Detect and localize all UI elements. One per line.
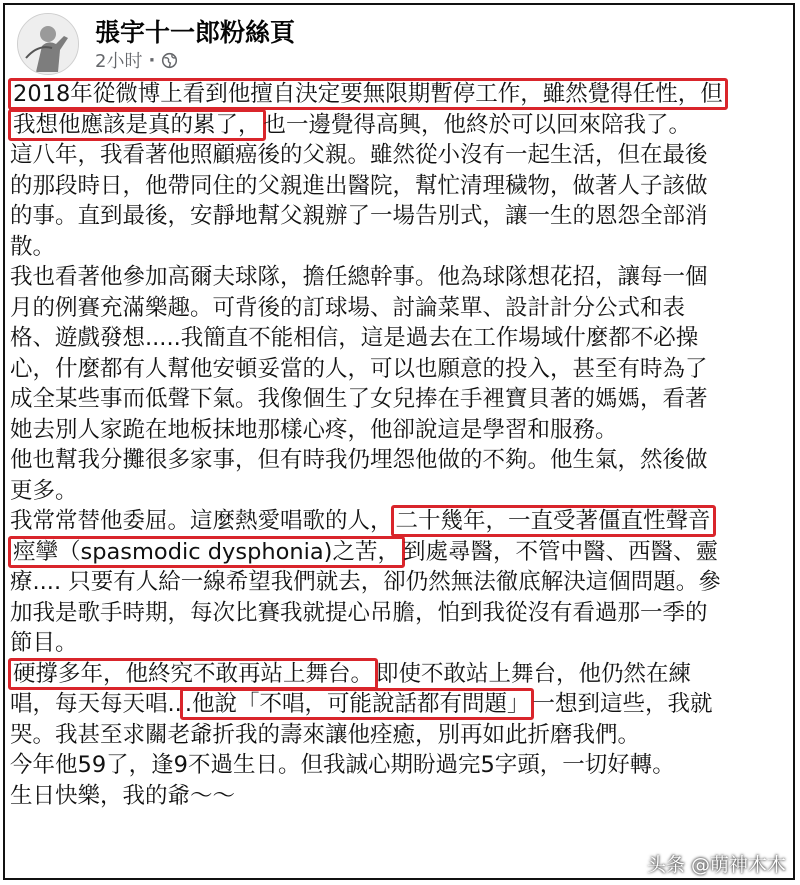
post-line [10, 110, 790, 141]
post-text: 成全某些事而低聲下氣。我像個生了女兒捧在手裡寶貝著的媽媽，看著 [10, 386, 708, 412]
post-line [10, 354, 790, 385]
post-line [10, 171, 790, 202]
post-line [10, 659, 790, 690]
post-text: 格、遊戲發想.....我簡直不能相信，這是過去在工作場域什麼都不必操 [10, 325, 699, 351]
separator-dot: · [148, 49, 156, 71]
post-text: 也一邊覺得高興，他終於可以回來陪我了。 [263, 111, 692, 138]
post-line [10, 140, 790, 171]
post-text: 唱，每天每天唱.. [10, 691, 182, 717]
post-text: 生日快樂，我的爺～～ [10, 782, 236, 809]
post-line [10, 750, 790, 781]
post-line [10, 781, 790, 812]
highlighted-text: 2018年從微博上看到他擅自決定要無限期暫停工作，雖然覺得任性，但 [8, 78, 728, 110]
globe-icon [161, 52, 178, 69]
post-text: 我也看著他參加高爾夫球隊，擔任總幹事。他為球隊想花招，讓每一個 [10, 264, 708, 290]
post-text: 到處尋醫，不管中醫、西醫、靈 [402, 538, 718, 565]
post-text: 的那段時日，他帶同住的父親進出醫院，幫忙清理穢物，做著人子該做 [10, 172, 708, 199]
post-text: 散。 [10, 233, 56, 260]
post-line [10, 384, 790, 415]
post-text: 更多。 [10, 477, 78, 504]
post-line [10, 598, 790, 629]
post-text: 我常常替他委屈。這麼熱愛唱歌的人， [10, 508, 393, 534]
post-text: 哭。我甚至求關老爺折我的壽來讓他痊癒，別再如此折磨我們。 [10, 721, 641, 748]
post-line [10, 445, 790, 476]
avatar-image [18, 14, 79, 75]
highlighted-text: 我想他應該是真的累了， [8, 109, 266, 141]
post-line [10, 567, 790, 598]
post-line [10, 689, 790, 720]
post-line [10, 323, 790, 354]
post-meta [95, 47, 178, 73]
post-text: 今年他59了，逢9不過生日。但我誠心期盼過完5字頭，一切好轉。 [10, 752, 675, 778]
post-text: 他也幫我分攤很多家事，但有時我仍埋怨他做的不夠。他生氣，然後做 [10, 447, 708, 473]
post-text: 她去別人家跪在地板抹地那樣心疼，他卻說這是學習和服務。 [10, 416, 618, 443]
highlighted-text: 二十幾年，一直受著僵直性聲音 [391, 505, 716, 537]
highlighted-text: .他說「不唱，可能說話都有問題」 [180, 688, 535, 720]
post-line [10, 476, 790, 507]
avatar[interactable] [17, 13, 79, 75]
post-line [10, 79, 790, 110]
post-line [10, 506, 790, 537]
page-name[interactable]: 張宇十一郎粉絲頁 [95, 18, 296, 47]
post-text: 節目。 [10, 630, 78, 656]
post-text: 心，什麼都有人幫他安頓妥當的人，可以也願意的投入，甚至有時為了 [10, 355, 708, 382]
post-line [10, 262, 790, 293]
post-line [10, 232, 790, 263]
post-text: 加我是歌手時期，每次比賽我就提心吊膽，怕到我從沒有看過那一季的 [10, 599, 708, 626]
post-text: 即使不敢站上舞台，他仍然在練 [376, 660, 692, 687]
post-body [10, 79, 790, 811]
post-text: 一想到這些，我就 [532, 691, 713, 717]
post-text: 的事。直到最後，安靜地幫父親辦了一場告別式，讓一生的恩怨全部消 [10, 203, 708, 229]
watermark: 头条 @萌神木木 [646, 854, 786, 876]
post-line [10, 628, 790, 659]
post-text: 療.... 只要有人給一線希望我們就去，卻仍然無法徹底解決這個問題。參 [10, 569, 721, 595]
post-text: 月的例賽充滿樂趣。可背後的訂球場、討論菜單、設計計分公式和表 [10, 294, 686, 321]
post-line [10, 537, 790, 568]
highlighted-text: 硬撐多年，他終究不敢再站上舞台。 [8, 658, 378, 690]
highlighted-text: 痙攣（spasmodic dysphonia)之苦， [8, 536, 405, 568]
post-line [10, 201, 790, 232]
post-line [10, 293, 790, 324]
post-line [10, 720, 790, 751]
post-time[interactable]: 2小时 [95, 51, 143, 72]
post-line [10, 415, 790, 446]
post-text: 這八年，我看著他照顧癌後的父親。雖然從小沒有一起生活，但在最後 [10, 142, 708, 168]
